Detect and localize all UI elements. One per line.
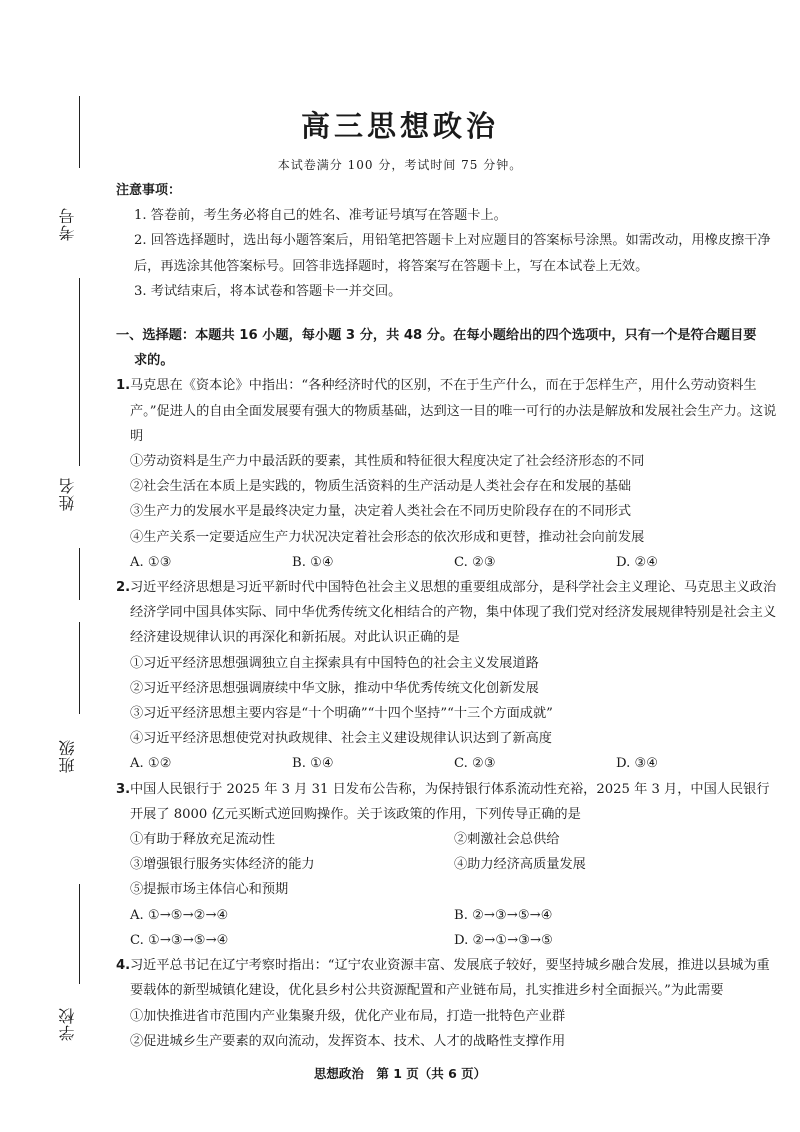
choice-b: B. ①④ — [292, 554, 334, 570]
question-stem — [116, 373, 778, 449]
question-option: ②促进城乡生产要素的双向流动，发挥资本、技术、人才的战略性支撑作用 — [130, 1033, 566, 1049]
question-option: ②习近平经济思想强调赓续中华文脉，推动中华优秀传统文化创新发展 — [130, 680, 539, 696]
notice-item: 3. 考试结束后，将本试卷和答题卡一并交回。 — [134, 283, 402, 299]
question-option: ⑤提振市场主体信心和预期 — [130, 882, 289, 898]
question-1 — [116, 373, 778, 575]
choice-d: D. ②→①→③→⑤ — [454, 932, 553, 948]
question-3 — [116, 777, 778, 953]
question-option: ③增强银行服务实体经济的能力 — [130, 857, 315, 873]
margin-label-name: 姓名 — [58, 477, 77, 511]
main-content — [116, 178, 778, 1054]
question-number: 4. — [116, 958, 131, 974]
choice-a: A. ①→⑤→②→④ — [130, 907, 229, 923]
choice-b: B. ①④ — [292, 756, 334, 772]
notice-title: 注意事项： — [116, 183, 182, 198]
answer-choices — [116, 928, 778, 953]
question-option: ④助力经济高质量发展 — [454, 857, 586, 873]
margin-line — [79, 278, 80, 368]
question-stem — [116, 953, 778, 1003]
option-row — [116, 852, 778, 877]
question-option: ①加快推进省市范围内产业集聚升级，优化产业布局，打造一批特色产业群 — [130, 1008, 566, 1024]
question-4 — [116, 953, 778, 1054]
question-option: ③生产力的发展水平是最终决定力量，决定着人类社会在不同历史阶段存在的不同形式 — [130, 504, 632, 520]
question-option: ②社会生活在本质上是实践的，物质生活资料的生产活动是人类社会存在和发展的基础 — [130, 479, 632, 495]
question-text: 马克思在《资本论》中指出：“各种经济时代的区别，不在于生产什么，而在于怎样生产，用什么劳动资料生产。”促进人的自由全面发展要有强大的物质基础，达到这一目的唯一可行的办法是解放和发展社会生产力。这说明 — [130, 378, 777, 444]
question-text: 习近平经济思想是习近平新时代中国特色社会主义思想的重要组成部分，是科学社会主义理论、马克思主义政治经济学同中国具体实际、同中华优秀传统文化相结合的产物，集中体现了我们党对经济发展规律特别是社会主义经济建设规律认识的再深化和新拓展。对此认识正确的是 — [130, 580, 777, 646]
section-heading — [116, 323, 778, 373]
answer-choices — [116, 751, 778, 776]
option-row — [116, 827, 778, 852]
choice-b: B. ②→③→⑤→④ — [454, 907, 553, 923]
choice-d: D. ③④ — [616, 756, 659, 772]
section-heading-line2: 求的。 — [134, 353, 174, 369]
answer-choices — [116, 550, 778, 575]
question-option: ①习近平经济思想强调独立自主探索具有中国特色的社会主义发展道路 — [130, 655, 539, 671]
choice-c: C. ①→③→⑤→④ — [130, 932, 229, 948]
question-text: 习近平总书记在辽宁考察时指出：“辽宁农业资源丰富、发展底子较好，要坚持城乡融合发展，推进以县城为重要载体的新型城镇化建设，优化县乡村公共资源配置和产业链布局，扎实推进乡村全面振兴。”为此需要 — [130, 958, 770, 999]
margin-line — [79, 884, 80, 984]
question-option: ④习近平经济思想使党对执政规律、社会主义建设规律认识达到了新高度 — [130, 731, 552, 747]
margin-line — [79, 548, 80, 600]
choice-c: C. ②③ — [454, 756, 496, 772]
margin-label-school: 学校 — [58, 1007, 77, 1041]
page-footer: 思想政治 第 1 页（共 6 页） — [313, 1066, 487, 1081]
question-option: ④生产关系一定要适应生产力状况决定着社会形态的依次形成和更替，推动社会向前发展 — [130, 529, 645, 545]
page-title: 高三思想政治 — [300, 109, 499, 143]
notice-item: 1. 答卷前，考生务必将自己的姓名、准考证号填写在答题卡上。 — [134, 208, 507, 224]
question-2 — [116, 575, 778, 777]
choice-a: A. ①③ — [130, 554, 172, 570]
question-number: 3. — [116, 781, 131, 797]
question-option: ①劳动资料是生产力中最活跃的要素，其性质和特征很大程度决定了社会经济形态的不同 — [130, 454, 645, 470]
margin-label-exam-no: 考号 — [58, 207, 77, 241]
section-heading-line1: 一、选择题：本题共 16 小题，每小题 3 分，共 48 分。在每小题给出的四个选项中，只有一个是符合题目要 — [116, 328, 757, 344]
answer-choices — [116, 903, 778, 928]
margin-line — [79, 622, 80, 714]
margin-line — [79, 368, 80, 466]
question-option: ③习近平经济思想主要内容是“十个明确”“十四个坚持”“十三个方面成就” — [130, 706, 553, 722]
page-subtitle: 本试卷满分 100 分，考试时间 75 分钟。 — [277, 158, 523, 172]
notice-item: 2. 回答选择题时，选出每小题答案后，用铅笔把答题卡上对应题目的答案标号涂黑。如需改动，用橡皮擦干净后，再选涂其他答案标号。回答非选择题时，将答案写在答题卡上，写在本试卷上无效。 — [134, 233, 771, 274]
question-stem — [116, 777, 778, 827]
question-stem — [116, 575, 778, 651]
question-option: ②刺激社会总供给 — [454, 832, 560, 848]
question-number: 2. — [116, 580, 131, 596]
question-number: 1. — [116, 378, 131, 394]
choice-d: D. ②④ — [616, 554, 659, 570]
question-text: 中国人民银行于 2025 年 3 月 31 日发布公告称，为保持银行体系流动性充裕，2025 年 3 月，中国人民银行开展了 8000 亿元买断式逆回购操作。关于该政策的作用，下列传导正确的是 — [130, 781, 770, 822]
question-option: ①有助于释放充足流动性 — [130, 832, 276, 848]
margin-label-class: 班级 — [58, 739, 77, 773]
choice-c: C. ②③ — [454, 554, 496, 570]
choice-a: A. ①② — [130, 756, 172, 772]
